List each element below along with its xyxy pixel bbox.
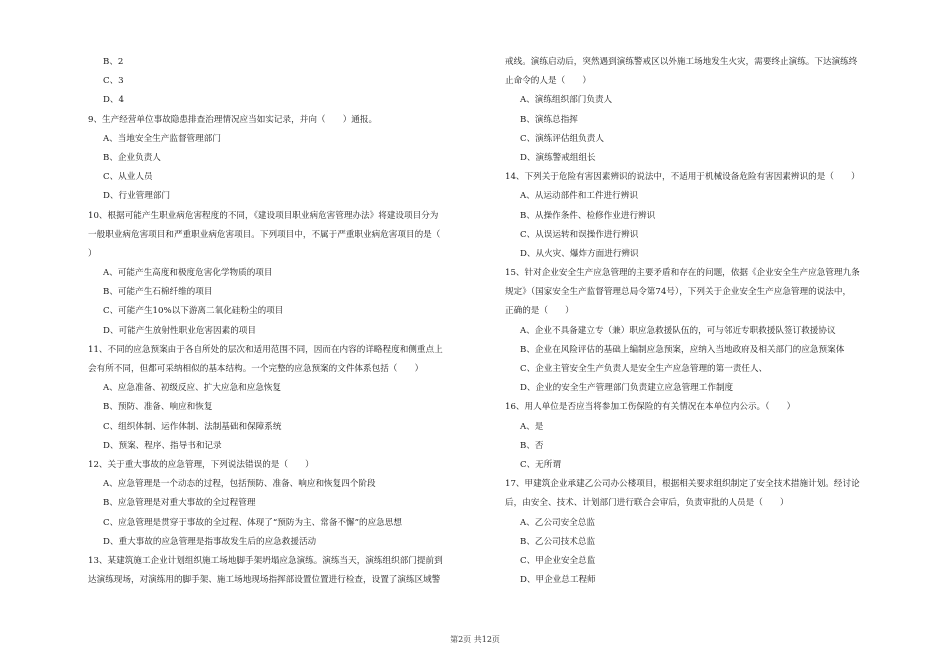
answer-option: A、演练组织部门负责人 xyxy=(520,95,613,106)
question-text: 会有所不同，但都可采纳相似的基本结构。一个完整的应急预案的文件体系包括（ ） xyxy=(88,364,424,374)
question-text: 一般职业病危害项目和严重职业病危害项目。下列项目中，不属于严重职业病危害项目的是（ xyxy=(88,229,441,240)
question-text: 13、某建筑施工企业计划组织施工场地脚手架坍塌应急演练。演练当天，演练组织部门提前到 xyxy=(88,555,443,566)
answer-option: A、可能产生高度和极度危害化学物质的项目 xyxy=(103,268,273,279)
answer-option: B、企业负责人 xyxy=(103,152,161,163)
answer-option: C、组织体制、运作体制、法制基础和保障系统 xyxy=(103,421,282,432)
answer-option: B、企业在风险评估的基础上编制应急预案，应纳入当地政府及相关部门的应急预案体 xyxy=(520,344,845,355)
answer-option: A、企业不具备建立专（兼）职应急救援队伍的，可与邻近专职救援队签订救援协议 xyxy=(520,325,836,336)
question-text: 16、用人单位是否应当将参加工伤保险的有关情况在本单位内公示。（ ） xyxy=(505,402,796,413)
question-text: 规定》（国家安全生产监督管理总局令第74号），下列关于企业安全生产应急管理的说法中， xyxy=(505,287,852,298)
question-text: 正确的是（ ） xyxy=(505,306,574,317)
answer-option: C、企业主管安全生产负责人是安全生产应急管理的第一责任人、 xyxy=(520,364,768,374)
answer-option: D、预案、程序、指导书和记录 xyxy=(103,440,222,451)
answer-option: A、是 xyxy=(520,421,544,432)
answer-option: A、当地安全生产监督管理部门 xyxy=(103,133,221,144)
question-text: 戒线。演练启动后，突然遇到演练警戒区以外施工场地发生火灾，需要终止演练。下达演练终 xyxy=(505,57,858,67)
page-number-footer: 第2页 共12页 xyxy=(450,635,500,644)
answer-option: A、应急管理是一个动态的过程，包括预防、准备、响应和恢复四个阶段 xyxy=(103,479,376,490)
answer-option: D、重大事故的应急管理是指事故发生后的应急救援活动 xyxy=(103,536,317,547)
answer-option: B、2 xyxy=(103,57,124,67)
question-text: 11、不同的应急预案由于各自所处的层次和适用范围不同，因而在内容的详略程度和侧重点上 xyxy=(88,344,443,355)
answer-option: B、可能产生石棉纤维的项目 xyxy=(103,287,213,298)
question-text: 17、甲建筑企业承建乙公司办公楼项目，根据相关要求组织制定了安全技术措施计划。经讨论 xyxy=(505,479,860,490)
answer-option: A、应急准备、初级反应、扩大应急和应急恢复 xyxy=(103,383,282,394)
question-text: 15、针对企业安全生产应急管理的主要矛盾和存在的问题，依据《企业安全生产应急管理九条 xyxy=(505,268,860,279)
answer-option: A、乙公司安全总监 xyxy=(520,517,595,528)
answer-option: D、甲企业总工程师 xyxy=(520,575,596,586)
answer-option: B、应急管理是对重大事故的全过程管理 xyxy=(103,498,256,509)
question-text: 达演练现场，对演练用的脚手架、施工场地现场指挥部设置位置进行检查，设置了演练区域警 xyxy=(88,575,441,586)
answer-option: B、从操作条件、检修作业进行辨识 xyxy=(520,210,656,221)
answer-option: C、可能产生10%以下游离二氧化硅粉尘的项目 xyxy=(103,306,284,317)
answer-option: D、可能产生放射性职业危害因素的项目 xyxy=(103,325,256,336)
answer-option: A、从运动部件和工件进行辨识 xyxy=(520,191,638,202)
answer-option: C、演练评估组负责人 xyxy=(520,133,604,144)
answer-option: C、应急管理是贯穿于事故的全过程、体现了“预防为主、常备不懈”的应急思想 xyxy=(103,517,402,528)
question-text: 止命令的人是（ ） xyxy=(505,76,591,87)
answer-option: B、乙公司技术总监 xyxy=(520,536,596,547)
question-text: 14、下列关于危险有害因素辨识的说法中，不适用于机械设备危险有害因素辨识的是（ ） xyxy=(505,172,860,183)
question-text: 10、根据可能产生职业病危害程度的不同，《建设项目职业病危害管理办法》将建设项目分为 xyxy=(88,210,439,221)
question-text: 12、关于重大事故的应急管理，下列说法错误的是（ ） xyxy=(88,459,314,470)
answer-option: C、无所谓 xyxy=(520,459,561,470)
answer-option: D、演练警戒组组长 xyxy=(520,152,596,163)
answer-option: C、从业人员 xyxy=(103,172,153,183)
question-text: ） xyxy=(88,248,97,259)
question-text: 9、生产经营单位事故隐患排查治理情况应当如实记录，并向（ ）通报。 xyxy=(88,114,378,125)
answer-option: B、否 xyxy=(520,440,544,451)
answer-option: B、演练总指挥 xyxy=(520,114,578,125)
answer-option: D、行业管理部门 xyxy=(103,191,171,202)
answer-option: C、从误运转和误操作进行辨识 xyxy=(520,229,639,240)
answer-option: D、4 xyxy=(103,95,124,106)
question-text: 后，由安全、技术、计划部门进行联合会审后，负责审批的人员是（ ） xyxy=(505,498,789,509)
right-column xyxy=(505,53,900,590)
answer-option: C、甲企业安全总监 xyxy=(520,555,596,566)
answer-option: D、从火灾、爆炸方面进行辨识 xyxy=(520,248,639,259)
answer-option: D、企业的安全生产管理部门负责建立应急管理工作制度 xyxy=(520,383,734,394)
answer-option: C、3 xyxy=(103,76,124,87)
left-column xyxy=(88,53,483,590)
answer-option: B、预防、准备、响应和恢复 xyxy=(103,402,213,413)
